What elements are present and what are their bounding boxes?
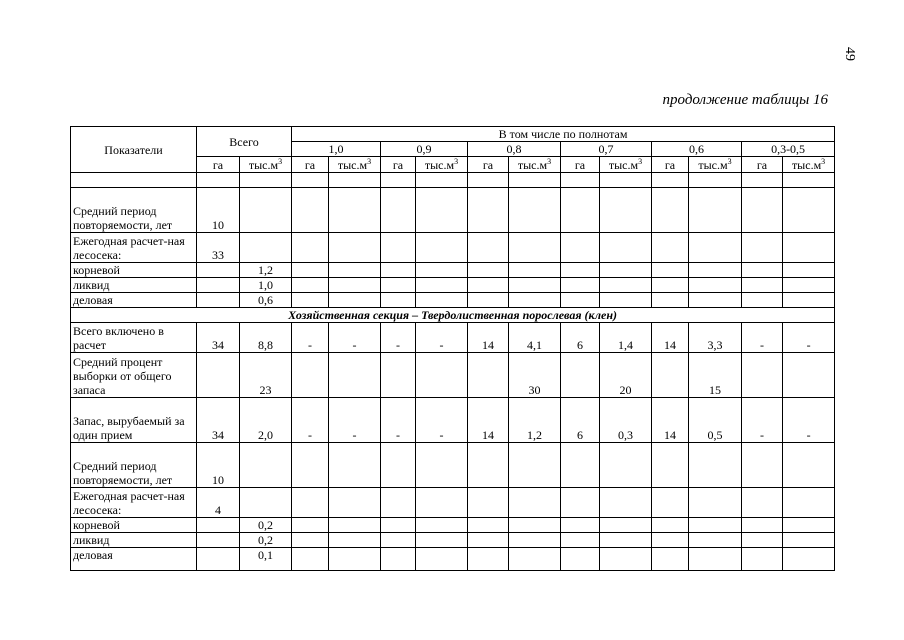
table-row [71,443,835,488]
table-cell [561,353,600,398]
density-header: 0,7 [561,142,652,157]
table-cell [652,533,689,548]
unit-volume-header: $тыс.м^3$ [240,157,292,173]
table-cell [742,293,783,308]
row-label: ликвид [71,278,197,293]
header-total: Всего [197,127,292,157]
table-cell [197,533,240,548]
table-cell: 20 [600,353,652,398]
table-cell [468,278,509,293]
table-cell [652,518,689,533]
row-label: деловая [71,293,197,308]
table-cell: 0,1 [240,548,292,571]
table-cell [652,278,689,293]
table-cell [652,233,689,263]
table-cell: 2,0 [240,398,292,443]
table-cell [381,533,416,548]
table-cell [689,278,742,293]
table-cell [600,263,652,278]
table-cell [197,518,240,533]
section-title: Хозяйственная секция – Твердолиственная порослевая (клен) [71,308,835,323]
table-cell [600,188,652,233]
table-cell: - [416,398,468,443]
table-cell [783,293,835,308]
table-cell [416,533,468,548]
table-cell [561,443,600,488]
table-cell [652,293,689,308]
table-cell: 1,4 [600,323,652,353]
table-cell [416,443,468,488]
table-cell [783,353,835,398]
table-caption: продолжение таблицы 16 [662,92,828,108]
row-label: Ежегодная расчет-ная лесосека: [71,488,197,518]
table-row [71,488,835,518]
table-cell [509,293,561,308]
table-cell [381,518,416,533]
table-cell [416,188,468,233]
table-cell [292,293,329,308]
table-cell: 6 [561,398,600,443]
table-cell [381,443,416,488]
table-cell [240,233,292,263]
table-cell [689,518,742,533]
table-cell [381,263,416,278]
table-cell [742,263,783,278]
table-cell: 10 [197,188,240,233]
table-cell [416,233,468,263]
unit-volume-header: $тыс.м^3$ [600,157,652,173]
table-row [71,263,835,278]
density-header: 0,6 [652,142,742,157]
table-cell [561,488,600,518]
table-cell [329,233,381,263]
table-cell: 1,0 [240,278,292,293]
table-cell [742,488,783,518]
table-cell [292,188,329,233]
table-row [71,353,835,398]
table-cell: - [783,398,835,443]
table-body [71,173,835,571]
table-row [71,398,835,443]
table-cell: - [742,398,783,443]
table-cell [292,488,329,518]
table-cell: 1,2 [509,398,561,443]
table-cell [292,353,329,398]
table-cell [783,518,835,533]
density-header: 0,3-0,5 [742,142,835,157]
table-cell [783,278,835,293]
row-label: Всего включено в расчет [71,323,197,353]
table-cell [292,263,329,278]
table-cell [561,278,600,293]
table-cell [468,488,509,518]
table-cell [742,233,783,263]
table-cell: 14 [468,323,509,353]
table-cell [329,518,381,533]
table-row [71,188,835,233]
table-cell: - [381,323,416,353]
unit-ha-header: га [381,157,416,173]
table-cell [381,353,416,398]
table-cell: 15 [689,353,742,398]
row-label: ликвид [71,533,197,548]
row-label: Средний период повторяемости, лет [71,188,197,233]
table-cell [742,188,783,233]
table-cell [468,188,509,233]
table-cell [292,518,329,533]
table-cell: 8,8 [240,323,292,353]
table-cell [329,293,381,308]
table-cell [197,293,240,308]
table-cell: - [292,398,329,443]
table-cell [416,293,468,308]
table-cell [197,353,240,398]
table-cell [783,233,835,263]
table-cell [652,488,689,518]
unit-ha-header: га [468,157,509,173]
table-cell [292,233,329,263]
table-cell [381,233,416,263]
table-cell [509,278,561,293]
unit-ha-header: га [652,157,689,173]
table-cell [329,548,381,571]
table-cell [689,188,742,233]
unit-volume-header: $тыс.м^3$ [783,157,835,173]
table-cell [652,443,689,488]
table-cell [783,533,835,548]
table-cell [468,533,509,548]
table-cell [416,488,468,518]
table-row [71,533,835,548]
density-header: 0,8 [468,142,561,157]
table-cell: 34 [197,323,240,353]
unit-volume-header: $тыс.м^3$ [329,157,381,173]
table-cell [292,278,329,293]
table-cell [468,353,509,398]
table-cell: 30 [509,353,561,398]
row-label: корневой [71,518,197,533]
table-cell: 0,3 [600,398,652,443]
table-cell [561,233,600,263]
table-cell [561,518,600,533]
table-cell: 4,1 [509,323,561,353]
table-cell [742,533,783,548]
header-by-density: В том числе по полнотам [292,127,835,142]
table-cell [561,188,600,233]
table-cell [240,443,292,488]
table-cell: 0,6 [240,293,292,308]
table-cell [509,488,561,518]
table-cell [561,293,600,308]
table-cell [468,518,509,533]
table-cell [600,443,652,488]
table-cell: 34 [197,398,240,443]
header-indicators: Показатели [71,127,197,173]
row-label: Средний период повторяемости, лет [71,443,197,488]
table-cell: - [329,323,381,353]
table-cell: 3,3 [689,323,742,353]
table-cell [689,293,742,308]
table-cell [561,533,600,548]
density-header: 1,0 [292,142,381,157]
table-cell [600,533,652,548]
table-cell [783,488,835,518]
table-cell [600,278,652,293]
table-cell [742,443,783,488]
table-cell [689,233,742,263]
table-cell [240,488,292,518]
table-cell: 4 [197,488,240,518]
row-label: Ежегодная расчет-ная лесосека: [71,233,197,263]
unit-ha-header: га [742,157,783,173]
table-cell [509,233,561,263]
table-cell [381,488,416,518]
table-row [71,548,835,571]
table-cell: 14 [652,398,689,443]
table-cell [292,443,329,488]
table-cell: - [329,398,381,443]
unit-volume-header: $тыс.м^3$ [689,157,742,173]
table-row [71,278,835,293]
table-cell [652,263,689,278]
table-cell [329,488,381,518]
table-cell [416,278,468,293]
table-cell: 14 [652,323,689,353]
table-cell [468,293,509,308]
table-cell: - [381,398,416,443]
table-cell [329,188,381,233]
unit-volume-header: $тыс.м^3$ [416,157,468,173]
blank-row [71,173,835,188]
table-cell [561,548,600,571]
section-row [71,308,835,323]
table-cell [292,548,329,571]
table-cell [197,278,240,293]
table-cell [783,443,835,488]
table-cell: - [783,323,835,353]
table-cell [329,263,381,278]
table-cell: 0,2 [240,533,292,548]
table-cell [381,278,416,293]
table-cell [329,278,381,293]
page-number: 49 [842,47,857,61]
table-cell: 10 [197,443,240,488]
table-cell [509,263,561,278]
table-cell [689,548,742,571]
row-label: корневой [71,263,197,278]
table-row [71,518,835,533]
table-cell [783,263,835,278]
data-table [70,126,835,571]
table-cell: 23 [240,353,292,398]
row-label: деловая [71,548,197,571]
table-cell: 0,5 [689,398,742,443]
table-cell: 6 [561,323,600,353]
table-cell: - [742,323,783,353]
table-cell [742,278,783,293]
table-row [71,323,835,353]
table-row [71,233,835,263]
table-cell: - [292,323,329,353]
table-cell [652,548,689,571]
table-cell [783,188,835,233]
table-cell [600,233,652,263]
table-cell [600,548,652,571]
table-cell [468,548,509,571]
table-cell [381,548,416,571]
row-label: Запас, вырубаемый за один прием [71,398,197,443]
table-cell [561,263,600,278]
table-cell [600,293,652,308]
table-row [71,293,835,308]
table-cell [783,548,835,571]
table-cell [329,533,381,548]
table-cell [416,263,468,278]
table-cell [742,548,783,571]
density-header: 0,9 [381,142,468,157]
table-cell [509,188,561,233]
unit-ha-header: га [292,157,329,173]
table-cell [468,263,509,278]
table-cell [416,548,468,571]
table-cell [509,443,561,488]
table-cell [381,188,416,233]
unit-ha-header: га [561,157,600,173]
table-cell [652,188,689,233]
table-cell: - [416,323,468,353]
table-cell [652,353,689,398]
table-cell [509,518,561,533]
table-cell: 0,2 [240,518,292,533]
table-cell [292,533,329,548]
row-label: Средний процент выборки от общего запаса [71,353,197,398]
table-cell: 14 [468,398,509,443]
table-cell [689,533,742,548]
table-cell [240,188,292,233]
table-cell [509,548,561,571]
table-cell [509,533,561,548]
table-cell [468,233,509,263]
unit-volume-header: $тыс.м^3$ [509,157,561,173]
unit-ha-header: га [197,157,240,173]
table-cell [197,263,240,278]
table-cell [381,293,416,308]
table-cell [742,353,783,398]
table-cell [600,518,652,533]
table-cell [468,443,509,488]
table-cell [689,488,742,518]
table-cell [600,488,652,518]
table-cell: 33 [197,233,240,263]
table-cell [329,443,381,488]
table-cell [742,518,783,533]
table-cell [689,443,742,488]
table-cell [416,353,468,398]
table-cell [416,518,468,533]
table-cell [689,263,742,278]
table-cell [197,548,240,571]
table-cell: 1,2 [240,263,292,278]
table-cell [329,353,381,398]
